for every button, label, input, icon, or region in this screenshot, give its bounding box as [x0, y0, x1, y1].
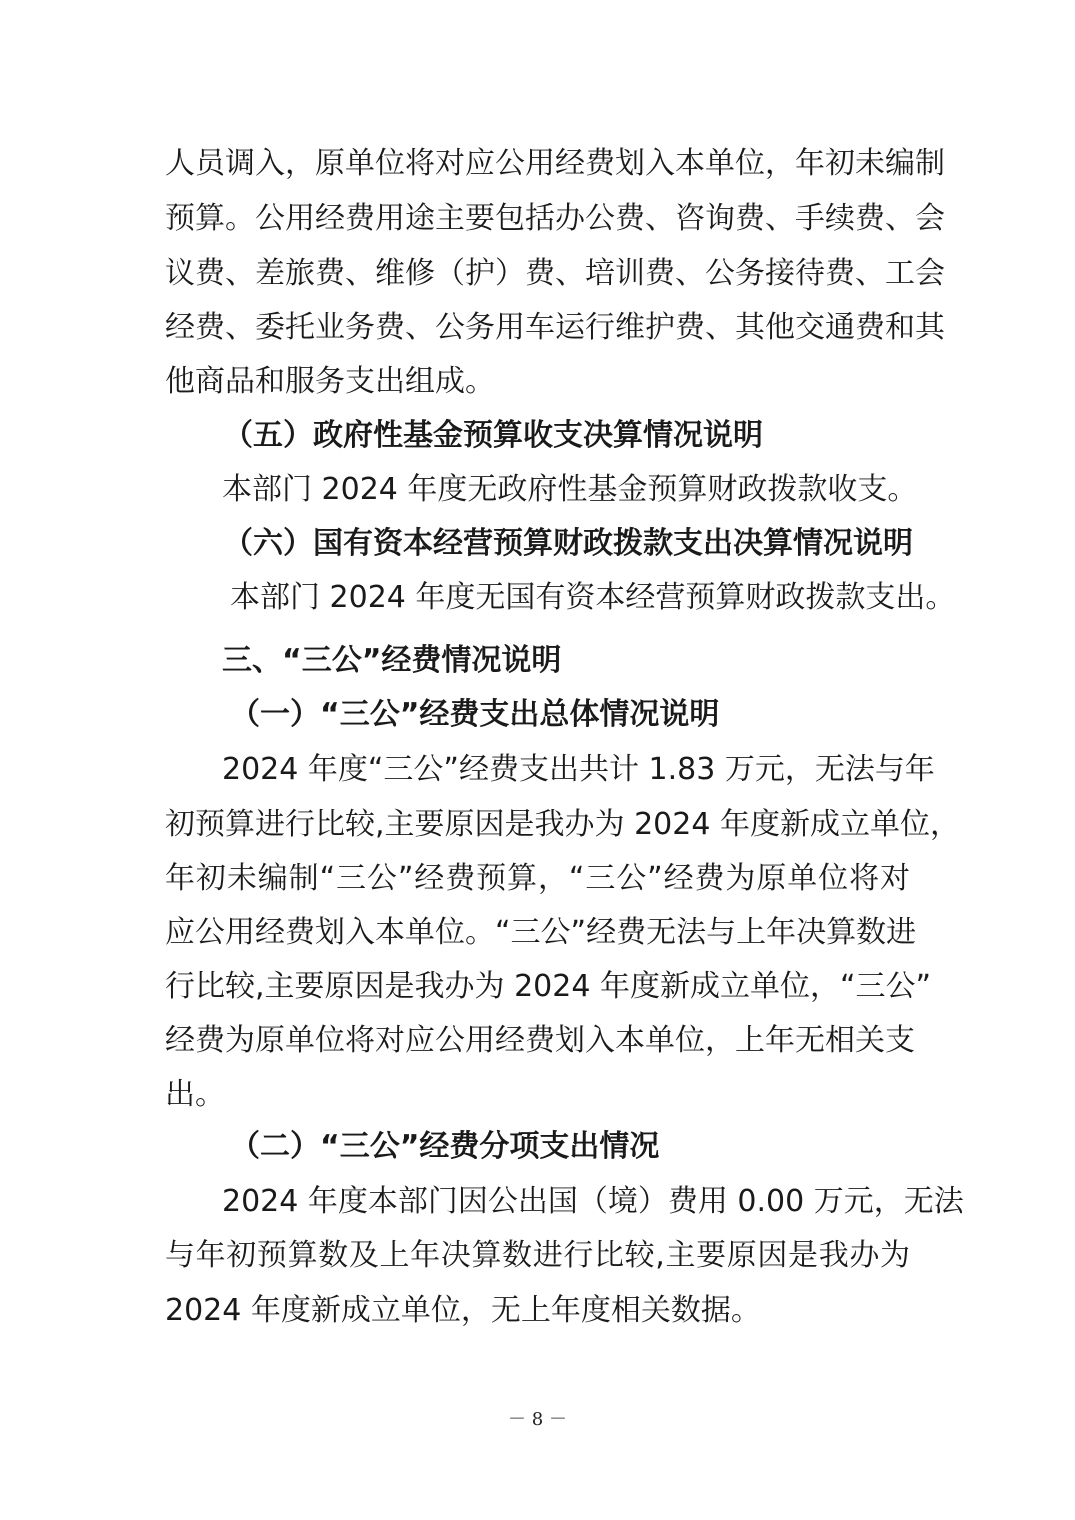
body-line: 本部门 2024 年度无政府性基金预算财政拨款收支。	[222, 472, 918, 507]
body-line: 本部门 2024 年度无国有资本经营预算财政拨款支出。	[230, 580, 956, 615]
body-line: 2024 年度新成立单位，无上年度相关数据。	[165, 1293, 761, 1328]
body-line: 2024 年度“三公”经费支出共计 1.83 万元，无法与年	[222, 752, 935, 787]
section-heading-three-public: 三、“三公”经费情况说明	[222, 643, 562, 678]
body-line: 出。	[165, 1077, 225, 1112]
page-number: － 8 －	[508, 1409, 567, 1430]
heading-state-capital: （六）国有资本经营预算财政拨款支出决算情况说明	[223, 526, 913, 561]
heading-government-fund: （五）政府性基金预算收支决算情况说明	[223, 418, 763, 453]
body-line: 初预算进行比较,主要原因是我办为 2024 年度新成立单位，	[165, 807, 960, 842]
body-line: 预算。公用经费用途主要包括办公费、咨询费、手续费、会	[165, 201, 945, 236]
body-line: 年初未编制“三公”经费预算，“三公”经费为原单位将对	[165, 861, 910, 896]
body-line: 他商品和服务支出组成。	[165, 364, 495, 399]
body-line: 经费为原单位将对应公用经费划入本单位，上年无相关支	[165, 1023, 915, 1058]
body-line: 议费、差旅费、维修（护）费、培训费、公务接待费、工会	[165, 256, 945, 291]
heading-three-public-itemized: （二）“三公”经费分项支出情况	[230, 1129, 660, 1164]
body-line: 与年初预算数及上年决算数进行比较,主要原因是我办为	[165, 1238, 910, 1273]
body-line: 2024 年度本部门因公出国（境）费用 0.00 万元，无法	[222, 1184, 964, 1219]
heading-three-public-overall: （一）“三公”经费支出总体情况说明	[230, 697, 720, 732]
body-line: 人员调入，原单位将对应公用经费划入本单位，年初未编制	[165, 146, 945, 181]
body-line: 经费、委托业务费、公务用车运行维护费、其他交通费和其	[165, 310, 945, 345]
body-line: 行比较,主要原因是我办为 2024 年度新成立单位，“三公”	[165, 969, 932, 1004]
body-line: 应公用经费划入本单位。“三公”经费无法与上年决算数进	[165, 915, 917, 950]
